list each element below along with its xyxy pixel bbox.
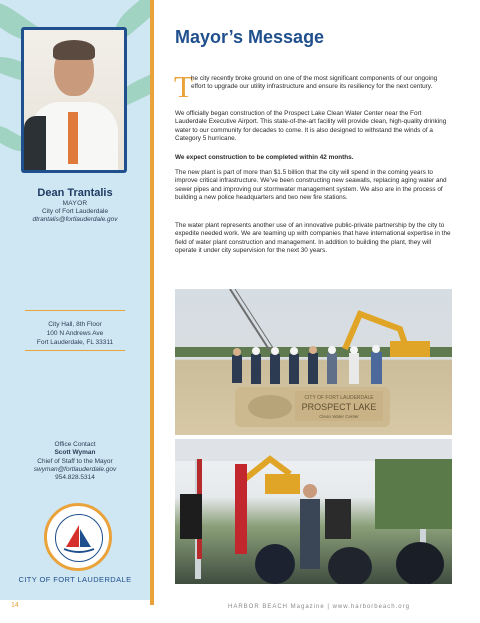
- sidebar: [0, 0, 150, 600]
- article-paragraph-2: We officially began construction of the Prospect Lake Clean Water Center near the Fort Lauderdale Executive Airport. This state-of-the-art facility will provide clean, high-quality drinking water to our community for decades to come. It is also designed to withstand the winds of a Category 5 hurricane.: [175, 110, 447, 143]
- drop-cap: T: [174, 69, 193, 104]
- contact-label: Office Contact: [54, 441, 96, 448]
- address-line-1: City Hall, 8th Floor: [48, 321, 102, 328]
- article-heading: Mayor’s Message: [175, 27, 325, 47]
- portrait-tie: [68, 112, 78, 164]
- podium-scene: [175, 439, 452, 584]
- contact-title: Chief of Staff to the Mayor: [37, 458, 113, 465]
- article-paragraph-1: he city recently broke ground on one of the most significant components of our ongoing effort to upgrade our utility infrastructure and ensure its resiliency for the next century.: [191, 75, 438, 91]
- sand-sign-line-3: Clean Water Center: [319, 414, 359, 419]
- groundbreaking-photo: [175, 289, 452, 435]
- mayor-portrait: [24, 30, 124, 170]
- magazine-footer: HARBOR BEACH Magazine | www.harborbeach.org: [228, 604, 410, 610]
- podium-photo: [175, 439, 452, 584]
- divider: [25, 350, 125, 351]
- article-paragraph-3: We expect construction to be completed within 42 months.: [175, 154, 354, 161]
- city-seal-inner: [55, 514, 103, 562]
- contact-email[interactable]: swyman@fortlauderdale.gov: [33, 466, 117, 473]
- portrait-jacket: [24, 116, 46, 170]
- divider: [25, 310, 125, 311]
- city-label: CITY OF FORT LAUDERDALE: [18, 575, 132, 584]
- address-line-2: 100 N Andrews Ave: [46, 330, 104, 337]
- mayor-city: City of Fort Lauderdale: [41, 208, 109, 215]
- article-paragraph-4: The new plant is part of more than $1.5 billion that the city will spend in the coming years to improve critical infrastructure. We’ve been constructing new seawalls, replacing aging water and sewer pipes and improving our stormwater management system. We also are in the process of building a new police headquarters and two new fire stations.: [175, 169, 447, 202]
- groundbreaking-scene: [175, 289, 452, 435]
- mayor-title: MAYOR: [62, 200, 88, 207]
- portrait-hair: [53, 40, 95, 60]
- page-number: 14: [11, 602, 19, 609]
- address-line-3: Fort Lauderdale, FL 33311: [36, 339, 114, 346]
- seal-emblem-icon: [56, 515, 102, 561]
- city-seal: [44, 503, 112, 571]
- sidebar-accent-stripe: [150, 0, 154, 605]
- article-paragraph-5: The water plant represents another use of an innovative public-private partnership by the city to expedite needed work. We are teaming up with companies that have international expertise in the field of water plant construction and management. In addition to building the plant, they will operate it under city supervision for the next 30 years.: [175, 222, 451, 255]
- sand-sign-line-2: PROSPECT LAKE: [301, 402, 377, 412]
- mayor-name: Dean Trantalis: [37, 187, 113, 199]
- sand-sign-line-1: CITY OF FORT LAUDERDALE: [304, 395, 374, 401]
- contact-name: Scott Wyman: [54, 449, 96, 456]
- contact-phone: 954.828.5314: [55, 474, 95, 481]
- mayor-email[interactable]: dtrantalis@fortlauderdale.gov: [32, 216, 118, 223]
